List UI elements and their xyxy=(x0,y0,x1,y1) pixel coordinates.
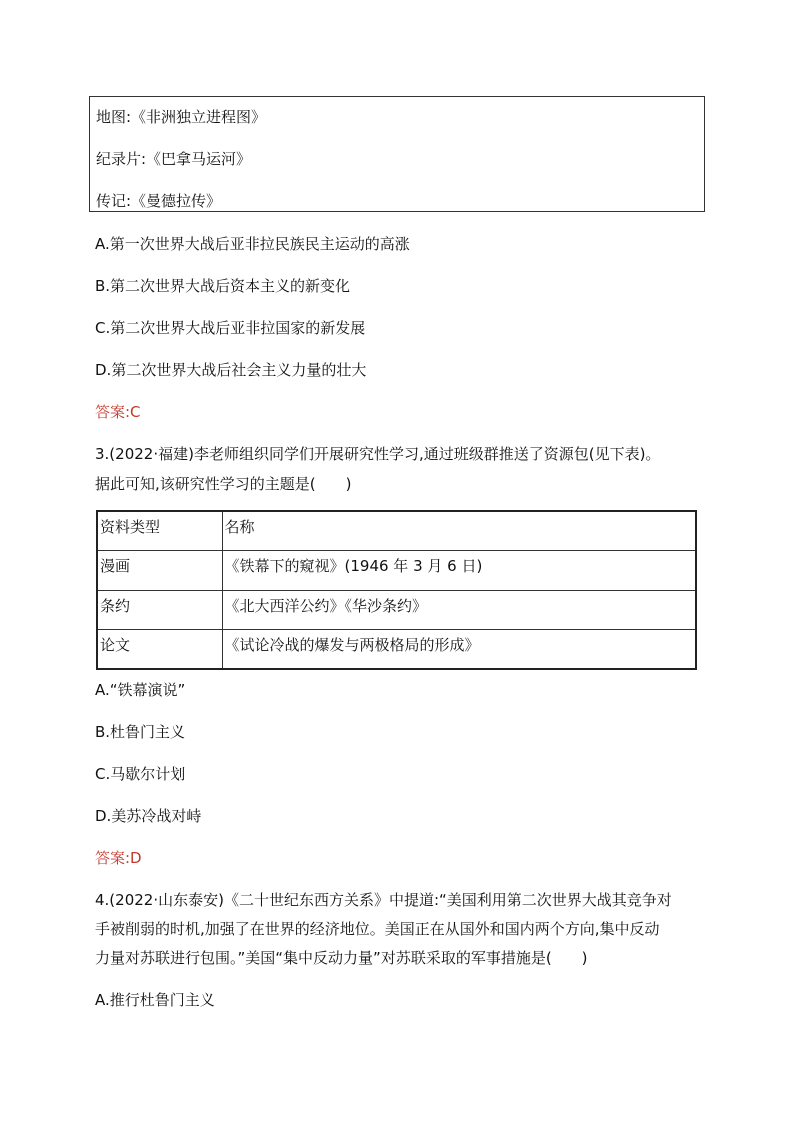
table-row xyxy=(97,630,696,670)
q3-option-c: C.马歇尔计划 xyxy=(95,765,186,783)
q2-option-c: C.第二次世界大战后亚非拉国家的新发展 xyxy=(95,319,366,337)
table-cell: 条约 xyxy=(97,590,222,630)
q3-answer: 答案:D xyxy=(95,849,142,867)
q2-option-b: B.第二次世界大战后资本主义的新变化 xyxy=(95,277,351,295)
table-cell: 《试论冷战的爆发与两极格局的形成》 xyxy=(222,630,696,670)
table-cell: 《铁幕下的窥视》(1946 年 3 月 6 日) xyxy=(222,551,696,591)
resource-table xyxy=(96,510,697,670)
q4-stem-line1: 4.(2022·山东泰安)《二十世纪东西方关系》中提道:“美国利用第二次世界大战其竞争对 xyxy=(95,891,672,909)
table-row xyxy=(97,551,696,591)
q2-option-d: D.第二次世界大战后社会主义力量的壮大 xyxy=(95,361,367,379)
q3-option-d: D.美苏冷战对峙 xyxy=(95,807,202,825)
q2-option-a: A.第一次世界大战后亚非拉民族民主运动的高涨 xyxy=(95,235,410,253)
table-row xyxy=(97,590,696,630)
table-cell: 漫画 xyxy=(97,551,222,591)
table-header-name: 名称 xyxy=(222,511,696,551)
q4-option-a: A.推行杜鲁门主义 xyxy=(95,991,215,1009)
resource-documentary: 纪录片:《巴拿马运河》 xyxy=(96,150,252,168)
table-header-row xyxy=(97,511,696,551)
q4-stem-line3: 力量对苏联进行包围。”美国“集中反动力量”对苏联采取的军事措施是( ) xyxy=(95,949,588,967)
q2-answer: 答案:C xyxy=(95,403,141,421)
q4-stem-line2: 手被削弱的时机,加强了在世界的经济地位。美国正在从国外和国内两个方向,集中反动 xyxy=(95,920,660,938)
resource-box xyxy=(89,96,705,212)
table-cell: 《北大西洋公约》《华沙条约》 xyxy=(222,590,696,630)
resource-map: 地图:《非洲独立进程图》 xyxy=(96,108,267,126)
q3-stem-line1: 3.(2022·福建)李老师组织同学们开展研究性学习,通过班级群推送了资源包(见下表)。 xyxy=(95,445,661,463)
q3-stem-line2: 据此可知,该研究性学习的主题是( ) xyxy=(95,475,352,493)
table-header-type: 资料类型 xyxy=(97,511,222,551)
resource-biography: 传记:《曼德拉传》 xyxy=(96,192,222,210)
q3-option-b: B.杜鲁门主义 xyxy=(95,723,186,741)
table-cell: 论文 xyxy=(97,630,222,670)
q3-option-a: A.“铁幕演说” xyxy=(95,681,186,699)
